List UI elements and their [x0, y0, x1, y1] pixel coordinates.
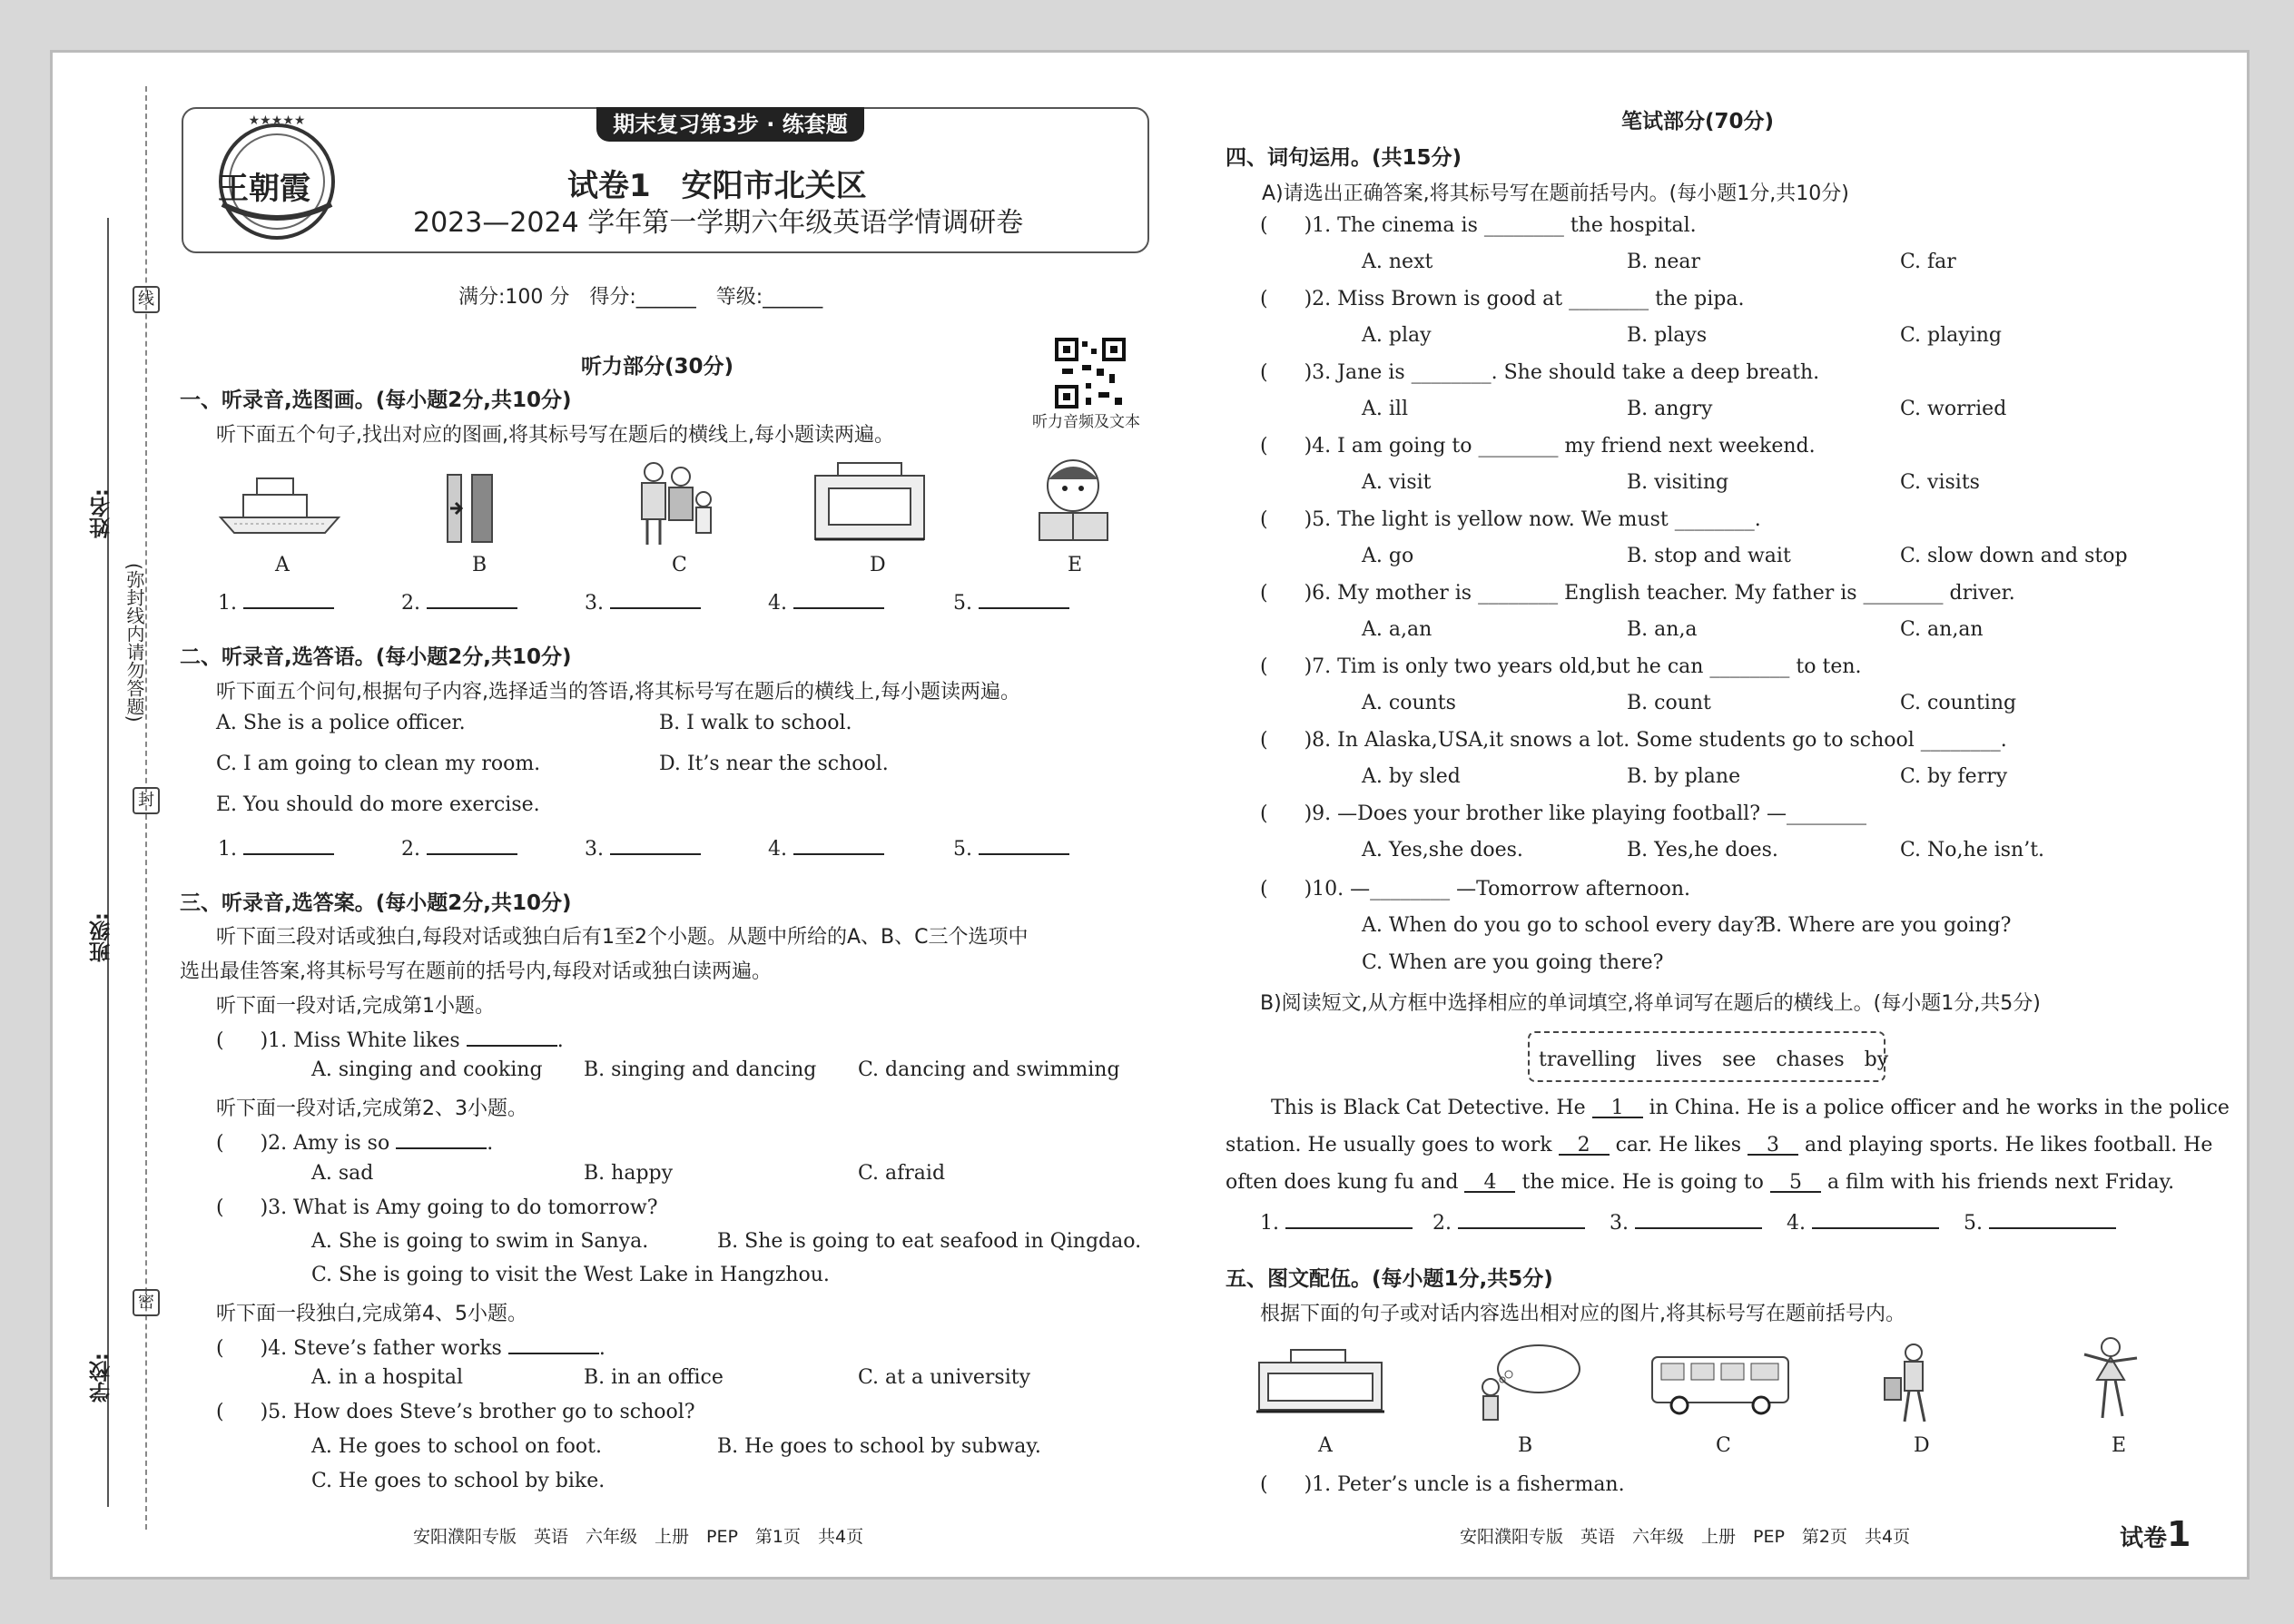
s3-q2-c: C. afraid	[858, 1162, 946, 1185]
s4b-answer-2	[1433, 1207, 1585, 1235]
passage-text: in China. He is a police officer and he works in the police	[1649, 1097, 2230, 1119]
question-stem: )3. What is Amy going to do tomorrow?	[260, 1196, 658, 1219]
s3-q5: ( )5. How does Steve’s brother go to school?	[216, 1401, 695, 1423]
s4-title: 四、词句运用。(共15分)	[1226, 146, 1462, 170]
shop-picture	[811, 461, 929, 545]
s4-q10-b: B. Where are you going?	[1761, 914, 2012, 937]
s3-q2-a: A. sad	[311, 1162, 374, 1185]
s4-question: ( )8. In Alaska,USA,it snows a lot. Some students go to school ________.	[1260, 729, 2007, 752]
s3-instr-2: 选出最佳答案,将其标号写在题前的括号内,每段对话或独白读两遍。	[180, 960, 772, 983]
s4-option-c: C. slow down and stop	[1900, 545, 2128, 567]
family-picture	[631, 458, 717, 549]
passage-text: station. He usually goes to work	[1226, 1134, 1552, 1156]
question-stem: )5. How does Steve’s brother go to school?	[260, 1401, 695, 1423]
s3-q3: ( )3. What is Amy going to do tomorrow?	[216, 1196, 658, 1219]
s4-option-c: C. an,an	[1900, 618, 1984, 641]
s3-q3-b: B. She is going to eat seafood in Qingdao.	[717, 1230, 1142, 1253]
question-stem: )7. Tim is only two years old,but he can ________ to ten.	[1304, 655, 1862, 678]
logo-text: 王朝霞	[218, 171, 310, 207]
s2-opt-c: C. I am going to clean my room.	[216, 753, 541, 775]
dancing-girl-picture	[2079, 1334, 2142, 1423]
s4-option-b: B. plays	[1627, 324, 1708, 347]
s4-part-a: A)请选出正确答案,将其标号写在题前括号内。(每小题1分,共10分)	[1262, 182, 1849, 205]
s4-option-a: A. counts	[1362, 692, 1456, 714]
passage-text: This is Black Cat Detective. He	[1271, 1097, 1586, 1119]
s4-question: ( )9. —Does your brother like playing football? —________	[1260, 802, 1866, 825]
footer-left: 安阳濮阳专版 英语 六年级 上册 PEP 第1页 共4页	[413, 1527, 864, 1547]
s4-question: ( )5. The light is yellow now. We must ________.	[1260, 508, 1761, 531]
answer-blank[interactable]	[610, 833, 701, 855]
s4-option-c: C. No,he isn’t.	[1900, 839, 2045, 861]
s3-q4-c: C. at a university	[858, 1366, 1031, 1389]
s5-label-c: C	[1716, 1434, 1731, 1457]
s4-question: ( )3. Jane is ________. She should take a deep breath.	[1260, 361, 1820, 384]
s2-opt-e: E. You should do more exercise.	[216, 793, 540, 816]
s3-q1: ( )1. Miss White likes .	[216, 1025, 564, 1052]
s4-option-a: A. go	[1362, 545, 1414, 567]
passage-line-1	[1271, 1097, 2230, 1119]
s1-instr: 听下面五个句子,找出对应的图画,将其标号写在题后的横线上,每小题读两遍。	[216, 424, 894, 447]
s4-question: ( )6. My mother is ________ English teacher. My father is ________ driver.	[1260, 582, 2015, 605]
answer-blank[interactable]	[243, 833, 334, 855]
footer-mark-text: 试卷	[2120, 1525, 2168, 1552]
s4-option-a: A. Yes,she does.	[1362, 839, 1523, 861]
thinking-girl-picture	[1471, 1342, 1584, 1423]
s5-title: 五、图文配伍。(每小题1分,共5分)	[1226, 1267, 1553, 1291]
s4-question: ( )7. Tim is only two years old,but he can ________ to ten.	[1260, 655, 1862, 678]
header-tab: 期末复习第3步 · 练套题	[596, 107, 864, 142]
s4-option-b: B. angry	[1627, 398, 1713, 420]
passage-text: and playing sports. He likes football. He	[1805, 1134, 2213, 1156]
s1-title: 一、听录音,选图画。(每小题2分,共10分)	[180, 389, 572, 412]
answer-blank[interactable]	[1812, 1207, 1939, 1229]
question-stem: )4. Steve’s father works	[260, 1337, 502, 1360]
s4-option-c: C. playing	[1900, 324, 2002, 347]
passage-text: car. He likes	[1615, 1134, 1742, 1156]
s1-label-a: A	[275, 554, 290, 576]
question-stem: )4. I am going to ________ my friend next weekend.	[1304, 435, 1816, 458]
answer-blank[interactable]	[793, 833, 884, 855]
binding-bind-char: 密	[133, 1289, 160, 1316]
footer-right: 安阳濮阳专版 英语 六年级 上册 PEP 第2页 共4页	[1460, 1527, 1911, 1547]
s1-label-d: D	[870, 554, 886, 576]
question-stem: )2. Amy is so	[260, 1132, 390, 1155]
s4-option-b: B. an,a	[1627, 618, 1698, 641]
s1-answer-1	[218, 587, 334, 615]
s4b-answer-4	[1787, 1207, 1939, 1235]
s1-answer-2	[401, 587, 517, 615]
s4-option-c: C. visits	[1900, 471, 1980, 494]
bus-picture	[1648, 1353, 1793, 1416]
answer-blank[interactable]	[1285, 1207, 1413, 1229]
s4-option-b: B. count	[1627, 692, 1711, 714]
binding-line-right	[107, 218, 109, 1507]
s3-instr-1: 听下面三段对话或独白,每段对话或独白后有1至2个小题。从题中所给的A、B、C三个选项中	[216, 926, 1029, 949]
answer-num: 3.	[585, 838, 604, 861]
answer-num: 2.	[1433, 1212, 1452, 1235]
s4-q10-a: A. When do you go to school every day?	[1362, 914, 1765, 937]
s1-answer-4	[768, 587, 884, 615]
s3-q5-a: A. He goes to school on foot.	[311, 1435, 602, 1458]
s3-q4-a: A. in a hospital	[311, 1366, 463, 1389]
s4-part-b: B)阅读短文,从方框中选择相应的单词填空,将单词写在题后的横线上。(每小题1分,共5分)	[1260, 992, 2041, 1015]
s4-option-b: B. near	[1627, 251, 1700, 273]
answer-num: 1.	[218, 838, 237, 861]
s4-option-c: C. far	[1900, 251, 1956, 273]
answer-num: 1.	[218, 592, 237, 615]
passage-text: the mice. He is going to	[1521, 1171, 1764, 1194]
boy-reading-picture	[1021, 454, 1126, 545]
s4b-answer-1	[1260, 1207, 1413, 1235]
supermarket-picture	[1255, 1348, 1386, 1416]
s4-option-c: C. by ferry	[1900, 765, 2008, 788]
s3-q1-b: B. singing and dancing	[584, 1058, 817, 1081]
s3-q5-c: C. He goes to school by bike.	[311, 1470, 605, 1492]
answer-num: 3.	[585, 592, 604, 615]
s4-option-a: A. ill	[1362, 398, 1408, 420]
ship-picture	[216, 468, 343, 540]
s2-instr: 听下面五个问句,根据句子内容,选择适当的答语,将其标号写在题后的横线上,每小题读两遍。	[216, 681, 1020, 704]
answer-blank[interactable]	[467, 1025, 557, 1047]
s3-q3-a: A. She is going to swim in Sanya.	[311, 1230, 649, 1253]
s4b-answer-5	[1964, 1207, 2116, 1235]
word-box-words: travelling lives see chases by	[1539, 1048, 1889, 1071]
question-stem: )1. The cinema is ________ the hospital.	[1304, 214, 1697, 237]
s1-answer-3	[585, 587, 701, 615]
s4-q10-c: C. When are you going there?	[1362, 951, 1664, 974]
exam-subtitle: 2023—2024 学年第一学期六年级英语学情调研卷	[413, 207, 1024, 239]
passage-blank-1[interactable]: 1	[1592, 1097, 1643, 1118]
svg-text:★★★★★: ★★★★★	[248, 113, 306, 128]
s4-option-a: A. by sled	[1362, 765, 1461, 788]
s4-question: ( )4. I am going to ________ my friend next weekend.	[1260, 435, 1816, 458]
passage-blank-4[interactable]: 4	[1464, 1171, 1515, 1193]
s5-label-a: A	[1318, 1434, 1333, 1457]
qr-code	[1055, 338, 1126, 408]
answer-num: 4.	[768, 592, 787, 615]
passage-blank-2[interactable]: 2	[1559, 1134, 1610, 1156]
question-stem: )5. The light is yellow now. We must ________.	[1304, 508, 1761, 531]
binding-note: (弥封线内请勿答题)	[123, 563, 145, 723]
s3-q2-b: B. happy	[584, 1162, 674, 1185]
answer-num: 5.	[953, 838, 972, 861]
s3-title: 三、听录音,选答案。(每小题2分,共10分)	[180, 891, 572, 915]
s3-q4: ( )4. Steve’s father works .	[216, 1333, 605, 1360]
question-stem: )3. Jane is ________. She should take a deep breath.	[1304, 361, 1820, 384]
s1-label-b: B	[472, 554, 487, 576]
s1-label-e: E	[1068, 554, 1083, 576]
s4-option-b: B. stop and wait	[1627, 545, 1791, 567]
s3-q3-c: C. She is going to visit the West Lake in Hangzhou.	[311, 1264, 830, 1286]
answer-num: 4.	[1787, 1212, 1806, 1235]
answer-blank[interactable]	[979, 587, 1069, 609]
s2-answer-3	[585, 833, 701, 861]
question-stem: )1. Peter’s uncle is a fisherman.	[1304, 1473, 1625, 1496]
answer-blank[interactable]	[979, 833, 1069, 855]
answer-num: 5.	[1964, 1212, 1983, 1235]
answer-blank[interactable]	[508, 1333, 599, 1354]
qr-caption: 听力音频及文本	[1032, 413, 1140, 431]
answer-blank[interactable]	[427, 833, 517, 855]
answer-blank[interactable]	[1458, 1207, 1585, 1229]
answer-blank[interactable]	[793, 587, 884, 609]
s4-option-b: B. Yes,he does.	[1627, 839, 1778, 861]
passage-line-3	[1226, 1171, 2174, 1194]
s4-option-c: C. worried	[1900, 398, 2007, 420]
s2-opt-b: B. I walk to school.	[659, 712, 852, 734]
s4-option-b: B. by plane	[1627, 765, 1741, 788]
s1-answer-5	[953, 587, 1069, 615]
s2-answer-5	[953, 833, 1069, 861]
s3-q1-a: A. singing and cooking	[311, 1058, 543, 1081]
passage-text: often does kung fu and	[1226, 1171, 1459, 1194]
question-stem: )9. —Does your brother like playing football? —________	[1304, 802, 1866, 825]
s4-question: ( )1. The cinema is ________ the hospital.	[1260, 214, 1697, 237]
s5-label-e: E	[2112, 1434, 2127, 1457]
s5-q1: ( )1. Peter’s uncle is a fisherman.	[1260, 1473, 1625, 1496]
answer-num: 5.	[953, 592, 972, 615]
boy-with-bag-picture	[1877, 1342, 1941, 1425]
score-line: 满分:100 分 得分:______ 等级:______	[458, 286, 823, 309]
s4-option-b: B. visiting	[1627, 471, 1729, 494]
s4b-answer-3	[1610, 1207, 1762, 1235]
s2-opt-d: D. It’s near the school.	[659, 753, 889, 775]
question-stem: )10. —________ —Tomorrow afternoon.	[1304, 878, 1691, 901]
answer-blank[interactable]	[243, 587, 334, 609]
answer-blank[interactable]	[1989, 1207, 2116, 1229]
s2-answer-1	[218, 833, 334, 861]
answer-num: 4.	[768, 838, 787, 861]
s5-instr: 根据下面的句子或对话内容选出相对应的图片,将其标号写在题前括号内。	[1260, 1303, 1905, 1325]
binding-line-char: 线	[133, 286, 160, 313]
exam-title: 试卷1 安阳市北关区	[567, 168, 867, 204]
class-label: 班级:	[90, 912, 113, 963]
answer-blank[interactable]	[396, 1127, 487, 1149]
question-stem: )1. Miss White likes	[260, 1029, 460, 1052]
s3-q4-b: B. in an office	[584, 1366, 724, 1389]
s1-label-c: C	[672, 554, 687, 576]
s3-q1-c: C. dancing and swimming	[858, 1058, 1120, 1081]
s4-option-a: A. play	[1362, 324, 1432, 347]
sign-picture	[445, 472, 495, 545]
listening-heading: 听力部分(30分)	[581, 355, 734, 379]
question-stem: )6. My mother is ________ English teacher. My father is ________ driver.	[1304, 582, 2015, 605]
s4-question: ( )2. Miss Brown is good at ________ the pipa.	[1260, 288, 1745, 310]
question-stem: )8. In Alaska,USA,it snows a lot. Some students go to school ________.	[1304, 729, 2007, 752]
s2-answer-2	[401, 833, 517, 861]
name-label: 姓名:	[90, 488, 113, 539]
s5-label-b: B	[1518, 1434, 1533, 1457]
s3-dialog-3: 听下面一段独白,完成第4、5小题。	[216, 1303, 527, 1325]
passage-text: a film with his friends next Friday.	[1826, 1171, 2175, 1194]
answer-blank[interactable]	[427, 587, 517, 609]
answer-blank[interactable]	[610, 587, 701, 609]
binding-seal-char: 封	[133, 787, 160, 814]
school-label: 学校:	[90, 1353, 113, 1403]
s4-option-a: A. a,an	[1362, 618, 1433, 641]
s2-opt-a: A. She is a police officer.	[216, 712, 466, 734]
writing-heading: 笔试部分(70分)	[1621, 110, 1775, 133]
footer-mark-num: 1	[2167, 1514, 2191, 1554]
s4-option-a: A. next	[1362, 251, 1433, 273]
s3-dialog-2: 听下面一段对话,完成第2、3小题。	[216, 1097, 527, 1120]
s3-q2: ( )2. Amy is so .	[216, 1127, 493, 1155]
s5-label-d: D	[1914, 1434, 1930, 1457]
answer-blank[interactable]	[1635, 1207, 1762, 1229]
s4-option-a: A. visit	[1362, 471, 1432, 494]
footer-mark	[2120, 1514, 2191, 1554]
answer-num: 2.	[401, 592, 420, 615]
passage-line-2	[1226, 1134, 2212, 1156]
s4-q10: ( )10. —________ —Tomorrow afternoon.	[1260, 878, 1691, 901]
s3-dialog-1: 听下面一段对话,完成第1小题。	[216, 995, 495, 1018]
answer-num: 2.	[401, 838, 420, 861]
question-stem: )2. Miss Brown is good at ________ the pipa.	[1304, 288, 1745, 310]
s2-title: 二、听录音,选答语。(每小题2分,共10分)	[180, 645, 572, 669]
answer-num: 1.	[1260, 1212, 1279, 1235]
s3-q5-b: B. He goes to school by subway.	[717, 1435, 1041, 1458]
passage-blank-5[interactable]: 5	[1770, 1171, 1821, 1193]
s4-option-c: C. counting	[1900, 692, 2017, 714]
answer-num: 3.	[1610, 1212, 1629, 1235]
passage-blank-3[interactable]: 3	[1748, 1134, 1798, 1156]
s2-answer-4	[768, 833, 884, 861]
